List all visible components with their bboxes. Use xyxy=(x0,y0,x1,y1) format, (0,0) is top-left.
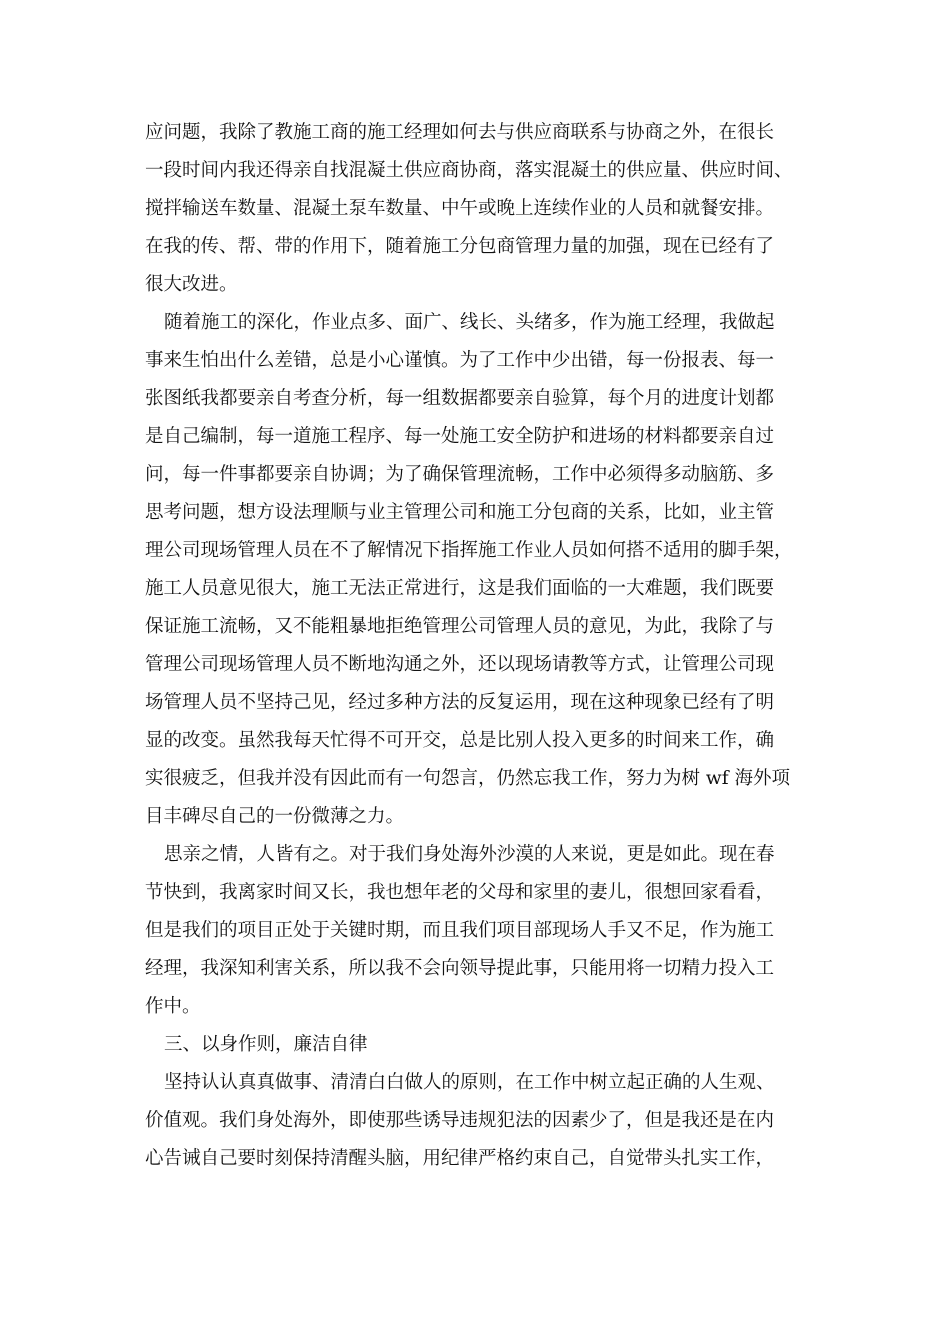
text-line: 张图纸我都要亲自考查分析，每一组数据都要亲自验算，每个月的进度计划都 xyxy=(145,388,775,409)
text-line: 在我的传、帮、带的作用下，随着施工分包商管理力量的加强，现在已经有了 xyxy=(145,236,775,257)
text-line: 很大改进。 xyxy=(145,274,238,295)
text-line: 施工人员意见很大，施工无法正常进行，这是我们面临的一大难题，我们既要 xyxy=(145,578,775,599)
text-line: 思考问题，想方设法理顺与业主管理公司和施工分包商的关系，比如，业主管 xyxy=(145,502,775,523)
section-heading: 三、以身作则，廉洁自律 xyxy=(164,1034,368,1055)
text-line: 节快到，我离家时间又长，我也想年老的父母和家里的妻儿，很想回家看看， xyxy=(145,882,775,903)
text-line: 管理公司现场管理人员不断地沟通之外，还以现场请教等方式，让管理公司现 xyxy=(145,654,775,675)
text-line: 心告诫自己要时刻保持清醒头脑，用纪律严格约束自己，自觉带头扎实工作， xyxy=(145,1148,775,1169)
text-line: 实很疲乏，但我并没有因此而有一句怨言，仍然忘我工作，努力为树 wf 海外项 xyxy=(145,768,790,789)
paragraph-first-line: 随着施工的深化，作业点多、面广、线长、头绪多，作为施工经理，我做起 xyxy=(164,312,775,333)
text-line: 搅拌输送车数量、混凝土泵车数量、中午或晚上连续作业的人员和就餐安排。 xyxy=(145,198,775,219)
text-line: 应问题，我除了教施工商的施工经理如何去与供应商联系与协商之外，在很长 xyxy=(145,122,775,143)
text-line: 作中。 xyxy=(145,996,201,1017)
text-line: 目丰碑尽自己的一份微薄之力。 xyxy=(145,806,405,827)
text-line: 保证施工流畅，又不能粗暴地拒绝管理公司管理人员的意见，为此，我除了与 xyxy=(145,616,775,637)
text-line: 是自己编制，每一道施工程序、每一处施工安全防护和进场的材料都要亲自过 xyxy=(145,426,775,447)
text-line: 价值观。我们身处海外，即使那些诱导违规犯法的因素少了，但是我还是在内 xyxy=(145,1110,775,1131)
text-line: 场管理人员不坚持己见，经过多种方法的反复运用，现在这种现象已经有了明 xyxy=(145,692,775,713)
text-line: 显的改变。虽然我每天忙得不可开交，总是比别人投入更多的时间来工作，确 xyxy=(145,730,775,751)
paragraph-first-line: 坚持认认真真做事、清清白白做人的原则，在工作中树立起正确的人生观、 xyxy=(164,1072,775,1093)
text-line: 问，每一件事都要亲自协调；为了确保管理流畅，工作中必须得多动脑筋、多 xyxy=(145,464,775,485)
text-line: 但是我们的项目正处于关键时期，而且我们项目部现场人手又不足，作为施工 xyxy=(145,920,775,941)
text-line: 一段时间内我还得亲自找混凝土供应商协商，落实混凝土的供应量、供应时间、 xyxy=(145,160,793,181)
text-line: 经理，我深知利害关系，所以我不会向领导提此事，只能用将一切精力投入工 xyxy=(145,958,775,979)
text-line: 事来生怕出什么差错，总是小心谨慎。为了工作中少出错，每一份报表、每一 xyxy=(145,350,775,371)
paragraph-first-line: 思亲之情，人皆有之。对于我们身处海外沙漠的人来说，更是如此。现在春 xyxy=(164,844,775,865)
text-line: 理公司现场管理人员在不了解情况下指挥施工作业人员如何搭不适用的脚手架， xyxy=(145,540,793,561)
